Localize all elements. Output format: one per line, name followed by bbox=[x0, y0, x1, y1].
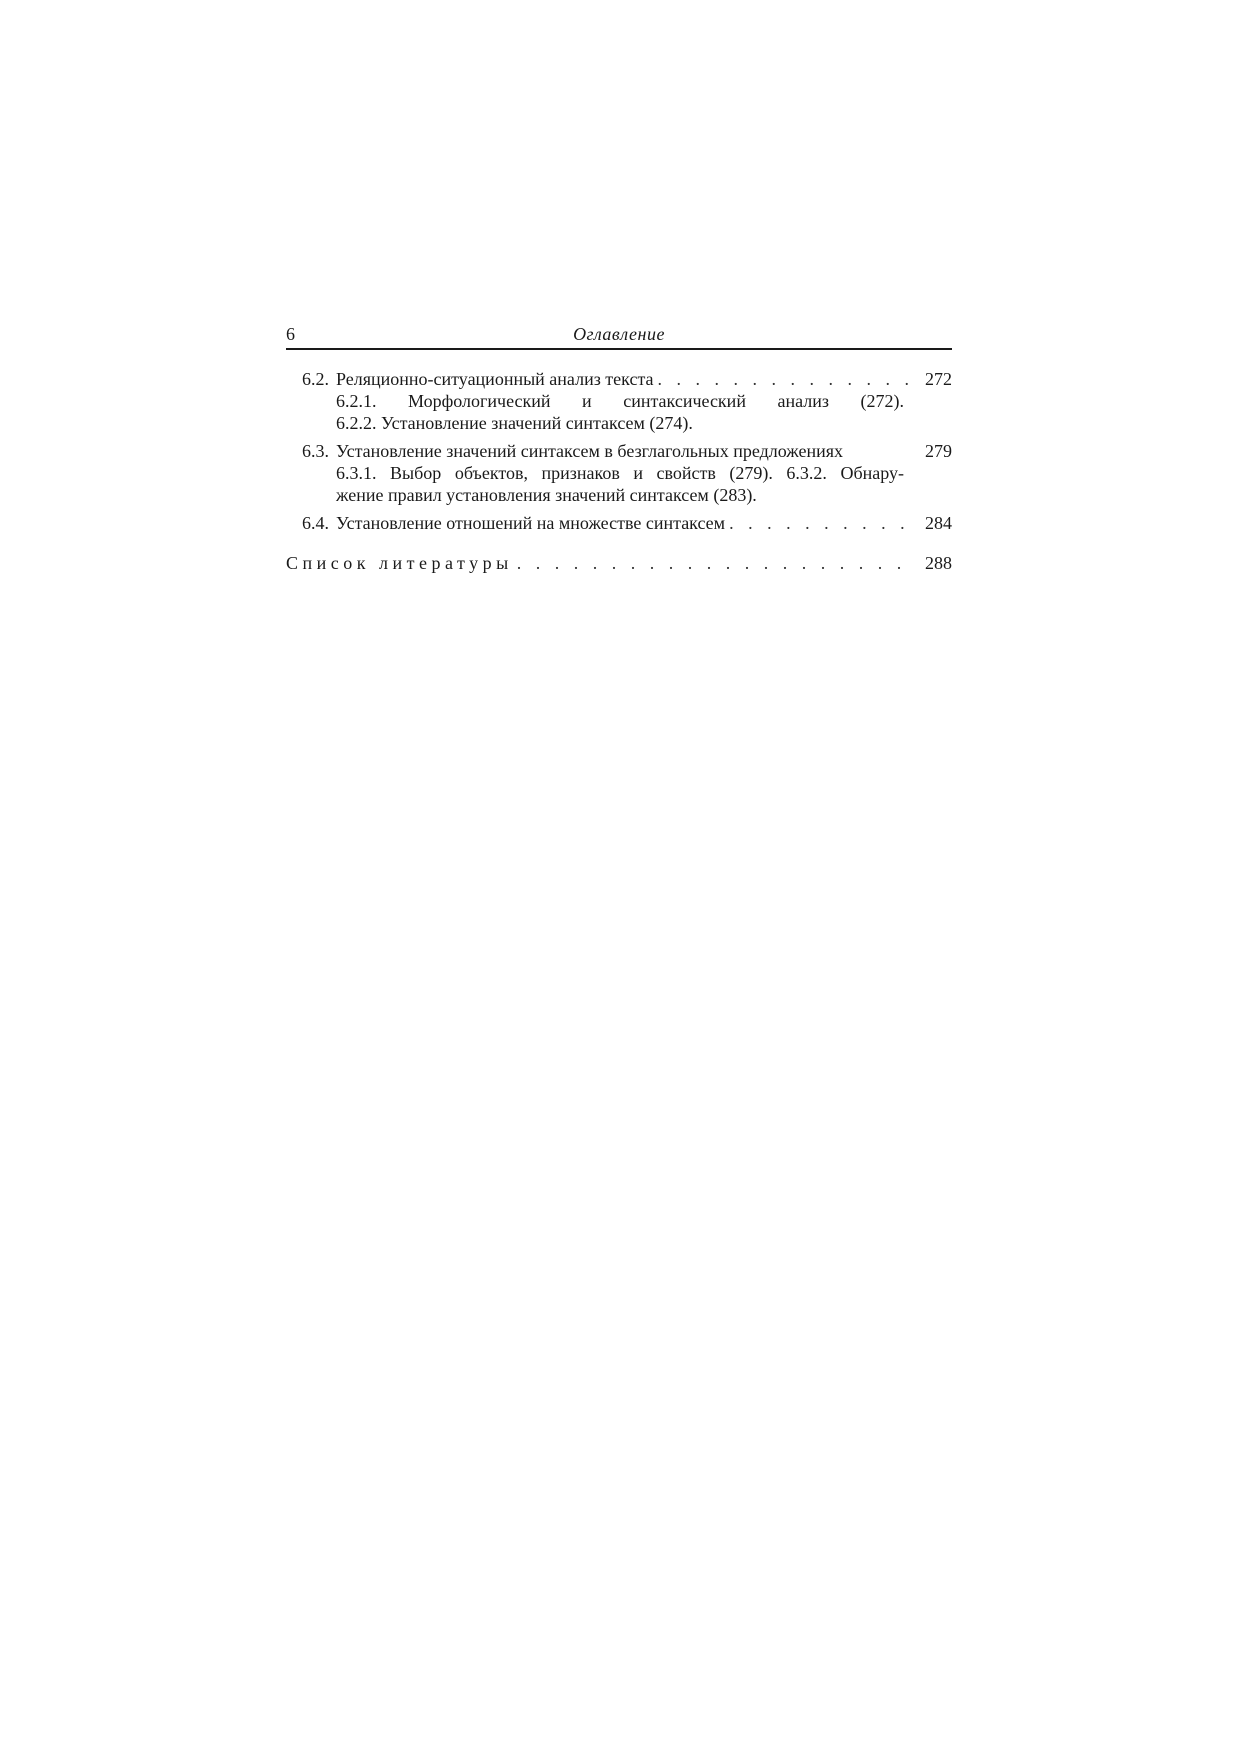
toc-subentries-line: жение правил установления значений синтаксем (283). bbox=[336, 485, 757, 505]
toc-subentries-line: 6.2.1. Морфологический и синтаксический анализ (272). bbox=[336, 391, 904, 411]
dot-leader bbox=[517, 552, 910, 574]
running-head-title: Оглавление bbox=[573, 324, 665, 344]
dot-leader bbox=[729, 512, 910, 534]
toc-entry-6-4 bbox=[286, 512, 952, 534]
dot-leader bbox=[658, 368, 910, 390]
toc-entry-page: 272 bbox=[925, 369, 952, 389]
table-of-contents bbox=[286, 368, 952, 574]
toc-entry-number: 6.4. bbox=[302, 513, 329, 533]
running-head bbox=[286, 318, 952, 350]
toc-entry-title[interactable]: Реляционно-ситуационный анализ текста bbox=[336, 369, 654, 389]
toc-entry-page: 284 bbox=[925, 513, 952, 533]
bibliography-title[interactable]: Список литературы bbox=[286, 553, 513, 573]
bibliography-page: 288 bbox=[925, 553, 952, 573]
toc-entry-bibliography bbox=[286, 552, 952, 574]
toc-entry-6-2 bbox=[286, 368, 952, 434]
book-page bbox=[286, 318, 952, 580]
toc-entry-title[interactable]: Установление отношений на множестве синтаксем bbox=[336, 513, 726, 533]
toc-subentries-line: 6.3.1. Выбор объектов, признаков и свойств (279). 6.3.2. Обнару- bbox=[336, 463, 904, 483]
toc-entry-title[interactable]: Установление значений синтаксем в безглагольных предложениях bbox=[336, 441, 844, 461]
toc-entry-number: 6.2. bbox=[302, 369, 329, 389]
toc-entry-number: 6.3. bbox=[302, 441, 329, 461]
toc-entry-page: 279 bbox=[925, 441, 952, 461]
toc-entry-6-3 bbox=[286, 440, 952, 506]
page-number: 6 bbox=[286, 324, 295, 344]
toc-subentries-line: 6.2.2. Установление значений синтаксем (274). bbox=[336, 413, 693, 433]
